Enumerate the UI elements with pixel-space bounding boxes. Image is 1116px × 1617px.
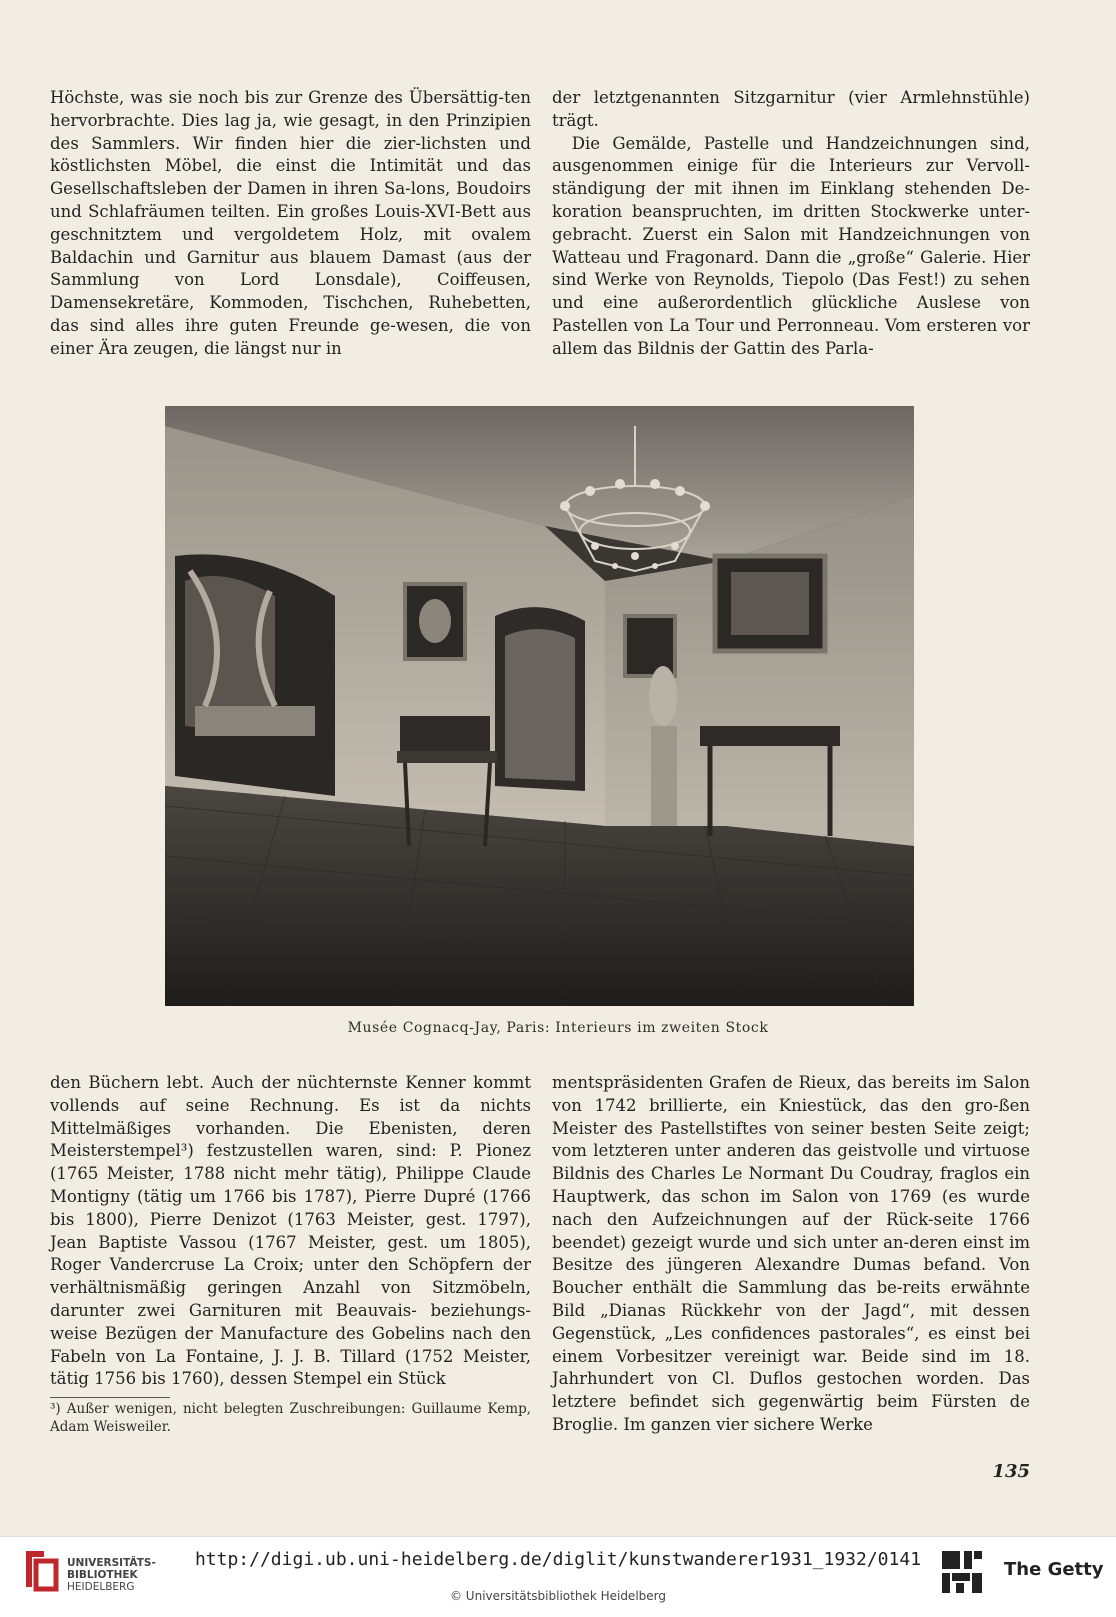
- footnote: ³) Außer wenigen, nicht belegten Zuschreibungen: Guillaume Kemp, Adam Weisweiler.: [50, 1401, 531, 1435]
- library-name-line: UNIVERSITÄTS-: [67, 1557, 156, 1569]
- copyright-notice: © Universitätsbibliothek Heidelberg: [449, 1589, 666, 1603]
- library-name-line: HEIDELBERG: [67, 1581, 135, 1593]
- interior-photograph: [165, 406, 914, 1006]
- digitization-footer: [0, 1536, 1116, 1617]
- paragraph: Die Gemälde, Pastelle und Handzeichnungen sind, ausgenommen einige für die Interieurs zur Vervoll-ständigung der mit ihnen im Einklang stehenden De-koration beanspruchten, im dritten Stockwerke unter-gebracht. Zuerst ein Salon mit Handzeichnungen von Watteau und Fragonard. Dann die „große“ Galerie. Hier sind Werke von Reynolds, Tiepolo (Das Fest!) zu sehen und eine außerordentlich glückliche Auslese von Pastellen von La Tour und Perronneau. Vom ersteren vor allem das Bildnis der Gattin des Parla-: [552, 133, 1030, 358]
- column-top-right: [552, 87, 1030, 361]
- photo-caption: Musée Cognacq-Jay, Paris: Interieurs im zweiten Stock: [347, 1020, 769, 1036]
- column-top-left: [50, 87, 531, 361]
- footnote-divider: [50, 1397, 170, 1398]
- getty-logo-icon: [940, 1547, 985, 1597]
- library-name-line: BIBLIOTHEK: [67, 1569, 138, 1581]
- permalink-url[interactable]: http://digi.ub.uni-heidelberg.de/diglit/kunstwanderer1931_1932/0141: [194, 1549, 922, 1570]
- paragraph: der letztgenannten Sitzgarnitur (vier Armlehnstühle) trägt.: [552, 88, 1030, 130]
- paragraph: den Büchern lebt. Auch der nüchternste Kenner kommt vollends auf seine Rechnung. Es ist da nichts Mittelmäßiges vorhanden. Die Ebenisten, deren Meisterstempel³) festzustellen waren, sind: P. Pionez (1765 Meister, 1788 nicht mehr tätig), Philippe Claude Montigny (tätig um 1766 bis 1787), Pierre Dupré (1766 bis 1800), Pierre Denizot (1763 Meister, gest. 1797), Jean Baptiste Vassou (1767 Meister, gest. um 1805), Roger Vandercruse La Croix; unter den Schöpfern der verhältnismäßig geringen Anzahl von Sitzmöbeln, darunter zwei Garnituren mit Beauvais- beziehungs-weise Bezügen der Manufacture des Gobelins nach den Fabeln von La Fontaine, J. J. B. Tillard (1752 Meister, tätig 1756 bis 1760), dessen Stempel ein Stück: [50, 1073, 531, 1389]
- paragraph: Höchste, was sie noch bis zur Grenze des Übersättig-ten hervorbrachte. Dies lag ja, wie gesagt, in den Prinzipien des Sammlers. Wir finden hier die zier-lichsten und köstlichsten Möbel, die einst die Intimität und das Gesellschaftsleben der Damen in ihren Sa-lons, Boudoirs und Schlafräumen teilten. Ein großes Louis-XVI-Bett aus geschnitztem und vergoldetem Holz, mit ovalem Baldachin und Garnitur aus blauem Damast (aus der Sammlung von Lord Lonsdale), Coiffeusen, Damensekretäre, Kommoden, Tischchen, Ruhebetten, das sind alles ihre guten Freunde ge-wesen, die von einer Ära zeugen, die längst nur in: [50, 88, 531, 358]
- page-number: 135: [992, 1461, 1030, 1482]
- column-bottom-right: [552, 1072, 1030, 1437]
- paragraph: mentspräsidenten Grafen de Rieux, das bereits im Salon von 1742 brillierte, ein Kniestück, das den gro-ßen Meister des Pastellstiftes von seiner besten Seite zeigt; vom letzteren unter anderen das geistvolle und virtuose Bildnis des Charles Le Normant Du Coudray, fraglos ein Hauptwerk, das schon im Salon von 1769 (es wurde nach den Aufzeichnungen auf der Rück-seite 1766 beendet) gezeigt wurde und sich unter an-deren einst im Besitze des jüngeren Alexandre Dumas befand. Von Boucher enthält die Sammlung das be-reits erwähnte Bild „Dianas Rückkehr von der Jagd“, mit dessen Gegenstück, „Les confidences pastorales“, es einst bei einem Vorbesitzer vereinigt war. Beide sind im 18. Jahrhundert von Cl. Duflos gestochen worden. Das letztere befindet sich gegenwärtig beim Fürsten de Broglie. Im ganzen vier sichere Werke: [552, 1073, 1030, 1434]
- interior-photo-illustration: [165, 406, 914, 1006]
- column-bottom-left: [50, 1072, 531, 1391]
- partner-name: The Getty: [1004, 1559, 1104, 1580]
